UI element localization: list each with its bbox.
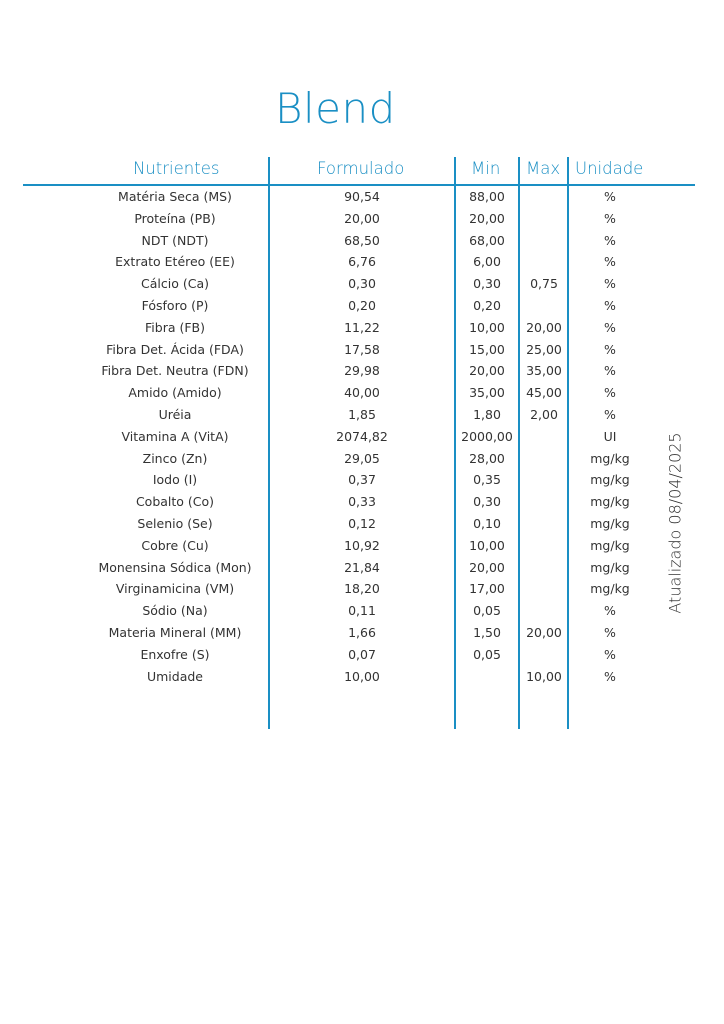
min-value: 10,00 (469, 319, 505, 335)
header-max: Max (526, 159, 561, 178)
header-min: Min (471, 159, 501, 178)
min-value: 0,20 (473, 298, 501, 313)
formulated-value: 90,54 (344, 189, 380, 204)
max-value (520, 426, 568, 448)
min-value: 88,00 (469, 189, 505, 204)
formulated-value: 10,00 (344, 668, 380, 684)
formulated-value: 40,00 (344, 385, 380, 401)
min-value (456, 666, 518, 688)
table-row (0, 295, 724, 317)
max-value: 2,00 (530, 407, 558, 422)
max-value (520, 208, 568, 230)
nutrient-name: Virginamicina (VM) (115, 581, 235, 597)
nutrient-name: Fósforo (P) (141, 298, 209, 313)
nutrient-name: Fibra (FB) (145, 319, 205, 335)
formulated-value: 68,50 (344, 232, 380, 248)
formulated-value: 6,76 (348, 254, 376, 270)
formulated-value: 20,00 (344, 210, 380, 226)
unit-value: % (604, 319, 616, 335)
table-row (0, 491, 724, 513)
unit-value: mg/kg (590, 472, 630, 488)
formulated-value: 0,37 (348, 472, 376, 488)
table-row (0, 448, 724, 470)
min-value: 6,00 (473, 254, 501, 270)
nutrient-name: Cobalto (Co) (135, 494, 215, 510)
max-value (520, 295, 568, 317)
unit-value: mg/kg (590, 581, 630, 597)
max-value (520, 578, 568, 600)
nutrient-name: Proteína (PB) (134, 210, 216, 226)
nutrient-name: NDT (NDT) (141, 232, 209, 248)
formulated-value: 0,20 (348, 298, 376, 313)
header-nutrient: Nutrientes (133, 159, 220, 178)
updated-date-label: Atualizado 08/04/2025 (665, 432, 685, 614)
max-value (520, 230, 568, 252)
nutrient-name: Sódio (Na) (142, 603, 208, 619)
max-value (520, 251, 568, 273)
nutrient-name: Cálcio (Ca) (141, 276, 209, 292)
max-value: 25,00 (526, 341, 562, 357)
unit-value: % (604, 625, 616, 640)
nutrient-name: Umidade (146, 668, 204, 684)
nutrient-name: Iodo (I) (152, 472, 198, 488)
min-value: 2000,00 (461, 428, 513, 444)
table-row (0, 273, 724, 295)
max-value: 10,00 (526, 668, 562, 684)
table-row (0, 317, 724, 339)
nutrient-name: Selenio (Se) (137, 516, 213, 531)
nutrient-name: Enxofre (S) (140, 646, 210, 662)
min-value: 20,00 (469, 363, 505, 379)
nutrient-name: Extrato Etéreo (EE) (115, 254, 235, 270)
unit-value: mg/kg (590, 494, 630, 510)
unit-value: mg/kg (590, 516, 630, 531)
unit-value: % (604, 276, 616, 292)
min-value: 68,00 (469, 232, 505, 248)
formulated-value: 1,66 (348, 625, 376, 640)
min-value: 1,50 (473, 625, 501, 640)
formulated-value: 0,07 (348, 646, 376, 662)
min-value: 28,00 (469, 450, 505, 466)
table-row (0, 469, 724, 491)
unit-value: % (604, 341, 616, 357)
min-value: 0,30 (473, 276, 501, 292)
unit-value: % (604, 407, 616, 422)
table-row (0, 600, 724, 622)
max-value (520, 600, 568, 622)
table-row (0, 578, 724, 600)
formulated-value: 1,85 (348, 407, 376, 422)
nutrient-name: Materia Mineral (MM) (108, 625, 242, 640)
unit-value: UI (603, 428, 617, 444)
min-value: 0,30 (473, 494, 501, 510)
min-value: 20,00 (469, 210, 505, 226)
min-value: 20,00 (469, 559, 505, 575)
nutrient-name: Uréia (158, 407, 192, 422)
unit-value: % (604, 210, 616, 226)
table-row (0, 208, 724, 230)
formulated-value: 11,22 (344, 319, 380, 335)
formulated-value: 0,30 (348, 276, 376, 292)
table-row (0, 557, 724, 579)
formulated-value: 18,20 (344, 581, 380, 597)
table-row (0, 666, 724, 688)
min-value: 15,00 (469, 341, 505, 357)
max-value: 35,00 (526, 363, 562, 379)
max-value (520, 644, 568, 666)
max-value (520, 469, 568, 491)
table-row (0, 513, 724, 535)
table-row (0, 382, 724, 404)
table-row (0, 426, 724, 448)
unit-value: % (604, 363, 616, 379)
table-row (0, 644, 724, 666)
max-value (520, 513, 568, 535)
max-value (520, 535, 568, 557)
formulated-value: 0,11 (348, 603, 376, 619)
max-value (520, 448, 568, 470)
unit-value: % (604, 668, 616, 684)
table-row (0, 360, 724, 382)
min-value: 35,00 (469, 385, 505, 401)
table-row (0, 535, 724, 557)
formulated-value: 2074,82 (336, 428, 388, 444)
max-value (520, 491, 568, 513)
unit-value: mg/kg (590, 559, 630, 575)
nutrient-name: Amido (Amido) (128, 385, 222, 401)
nutrient-name: Matéria Seca (MS) (118, 189, 232, 204)
nutrient-name: Fibra Det. Neutra (FDN) (101, 363, 249, 379)
formulated-value: 10,92 (344, 537, 380, 553)
max-value: 0,75 (530, 276, 558, 292)
page-title: Blend (275, 84, 396, 133)
unit-value: % (604, 254, 616, 270)
nutrient-name: Fibra Det. Ácida (FDA) (106, 341, 244, 357)
nutrient-name: Monensina Sódica (Mon) (98, 559, 252, 575)
formulated-value: 0,33 (348, 494, 376, 510)
unit-value: mg/kg (590, 450, 630, 466)
unit-value: mg/kg (590, 537, 630, 553)
min-value: 0,10 (473, 516, 501, 531)
max-value (520, 186, 568, 208)
header-formulated: Formulado (317, 159, 405, 178)
unit-value: % (604, 232, 616, 248)
min-value: 0,05 (473, 646, 501, 662)
formulated-value: 0,12 (348, 516, 376, 531)
nutrient-name: Zinco (Zn) (142, 450, 208, 466)
table-row (0, 186, 724, 208)
table-row (0, 622, 724, 644)
unit-value: % (604, 603, 616, 619)
max-value: 20,00 (526, 625, 562, 640)
nutrient-name: Cobre (Cu) (141, 537, 209, 553)
nutrient-name: Vitamina A (VitA) (121, 428, 229, 444)
unit-value: % (604, 646, 616, 662)
formulated-value: 17,58 (344, 341, 380, 357)
min-value: 10,00 (469, 537, 505, 553)
formulated-value: 29,05 (344, 450, 380, 466)
max-value: 45,00 (526, 385, 562, 401)
table-row (0, 339, 724, 361)
formulated-value: 21,84 (344, 559, 380, 575)
unit-value: % (604, 189, 616, 204)
unit-value: % (604, 298, 616, 313)
min-value: 0,35 (473, 472, 501, 488)
max-value (520, 557, 568, 579)
min-value: 17,00 (469, 581, 505, 597)
table-row (0, 230, 724, 252)
max-value: 20,00 (526, 319, 562, 335)
table-row (0, 251, 724, 273)
header-unit: Unidade (575, 159, 644, 178)
table-row (0, 404, 724, 426)
min-value: 1,80 (473, 407, 501, 422)
formulated-value: 29,98 (344, 363, 380, 379)
unit-value: % (604, 385, 616, 401)
min-value: 0,05 (473, 603, 501, 619)
